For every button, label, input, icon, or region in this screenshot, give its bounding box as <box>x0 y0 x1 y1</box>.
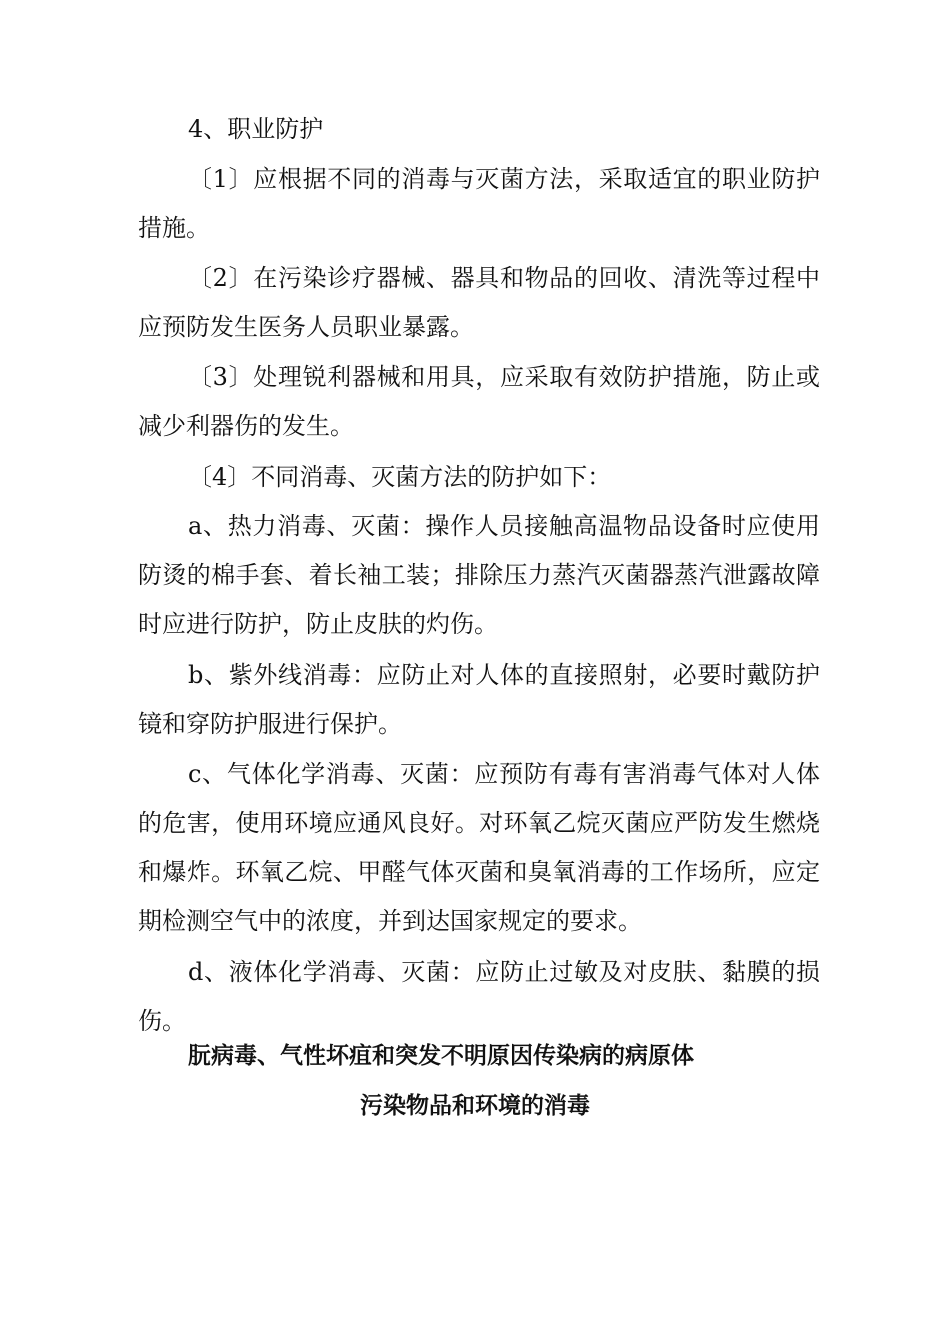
section-title-occupational-protection: 4、职业防护 <box>188 115 324 143</box>
paragraph-item-b-uv: b、紫外线消毒：应防止对人体的直接照射，必要时戴防护镜和穿防护服进行保护。 <box>138 661 820 738</box>
paragraph-item-c-gas: c、气体化学消毒、灭菌：应预防有毒有害消毒气体对人体的危害，使用环境应通风良好。对环氧乙烷灭菌应严防发生燃烧和爆炸。环氧乙烷、甲醛气体灭菌和臭氧消毒的工作场所，应定期检测空气中的浓度，并到达国家规定的要求。 <box>138 760 820 935</box>
paragraph-item-d-liquid: d、液体化学消毒、灭菌：应防止过敏及对皮肤、黏膜的损伤。 <box>138 958 820 1035</box>
paragraph-item-a-heat: a、热力消毒、灭菌：操作人员接触高温物品设备时应使用防烫的棉手套、着长袖工装；排除压力蒸汽灭菌器蒸汽泄露故障时应进行防护，防止皮肤的灼伤。 <box>138 512 820 638</box>
paragraph-item-4: 〔4〕不同消毒、灭菌方法的防护如下： <box>188 463 612 491</box>
section-heading-line-2: 污染物品和环境的消毒 <box>360 1093 590 1119</box>
section-heading-line-1: 朊病毒、气性坏疽和突发不明原因传染病的病原体 <box>188 1043 694 1069</box>
paragraph-item-1: 〔1〕应根据不同的消毒与灭菌方法，采取适宜的职业防护措施。 <box>138 165 820 242</box>
paragraph-item-3: 〔3〕处理锐利器械和用具，应采取有效防护措施，防止或减少利器伤的发生。 <box>138 363 820 440</box>
paragraph-item-2: 〔2〕在污染诊疗器械、器具和物品的回收、清洗等过程中应预防发生医务人员职业暴露。 <box>138 264 820 341</box>
